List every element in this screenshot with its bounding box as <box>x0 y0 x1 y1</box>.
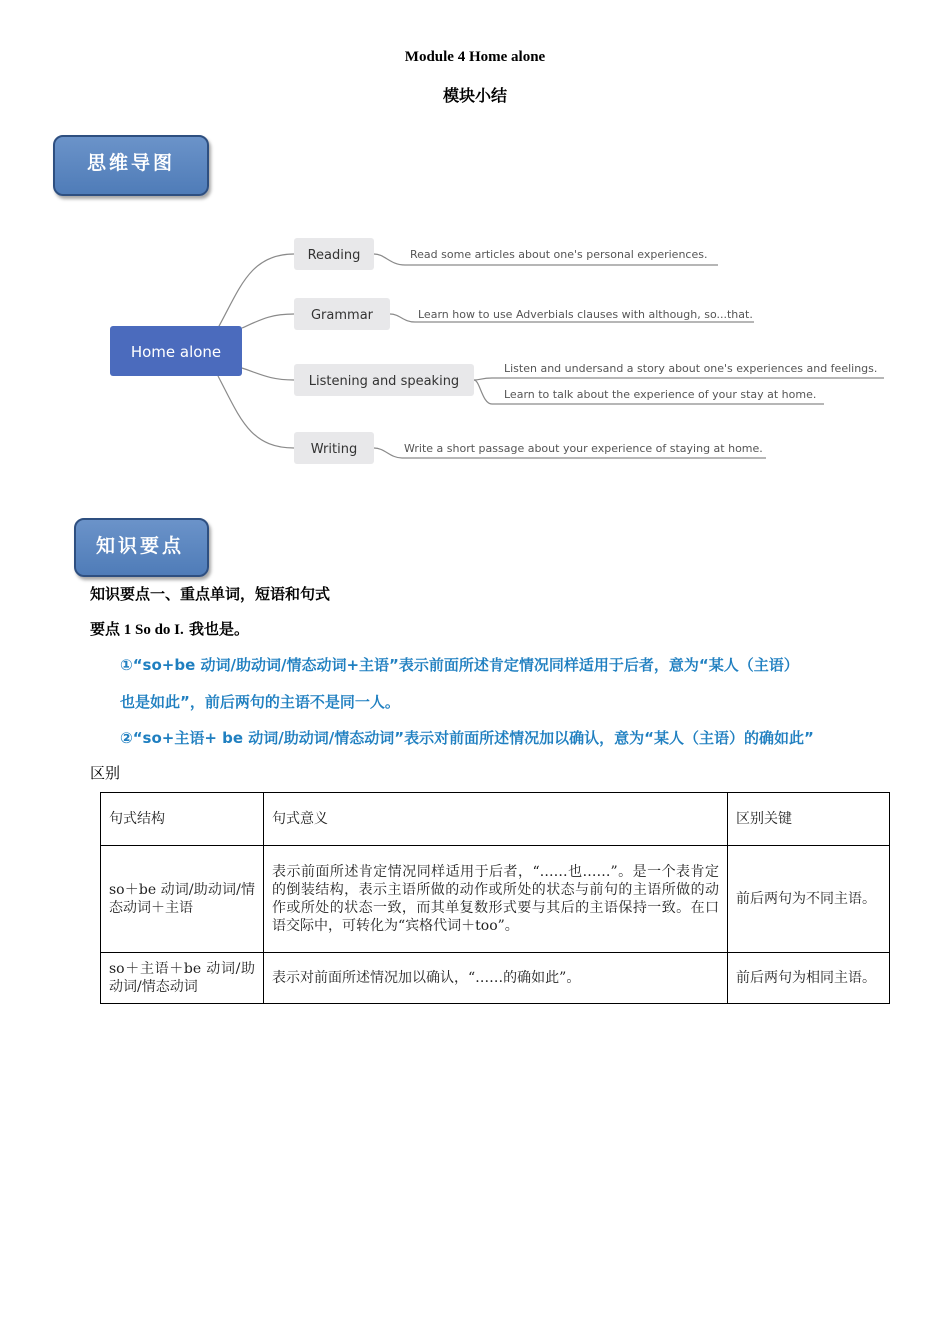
comparison-table <box>100 792 890 1004</box>
document-subtitle: 模块小结 <box>442 86 507 105</box>
root-node-label: Home alone <box>130 343 222 361</box>
note-line-listening-1 <box>474 378 884 380</box>
branch-label-listening: Listening and speaking <box>308 374 460 389</box>
point-heading <box>90 618 249 639</box>
section-heading: 知识要点一、重点单词，短语和句式 <box>90 585 331 603</box>
difference-label: 区别 <box>90 764 121 782</box>
table-cell: 表示对前面所述情况加以确认，“……的确如此”。 <box>264 953 728 1004</box>
rule-1-line-1: ①“so+be 动词/助动词/情态动词+主语”表示前面所述肯定情况同样适用于后者，意为“某人（主语） <box>120 656 799 674</box>
branch-label-grammar: Grammar <box>310 308 374 323</box>
table-row <box>101 953 890 1004</box>
table-cell: 表示前面所述肯定情况同样适用于后者，“……也……”。是一个表肯定的倒装结构，表示主语所做的动作或所处的状态与前句的主语所做的动作或所处的状态一致，而其单复数形式要与其后的主语保持一致。在口语交际中，可转化为“宾格代词＋too”。 <box>264 846 728 953</box>
knowledge-section-label: 知识要点 <box>74 518 209 577</box>
header-structure: 句式结构 <box>101 793 264 846</box>
note-listening-1: Listen and undersand a story about one's experiences and feelings. <box>504 362 878 375</box>
table-cell: so＋主语＋be 动词/助动词/情态动词 <box>101 953 264 1004</box>
rule-1-line-2: 也是如此”，前后两句的主语不是同一人。 <box>120 693 400 711</box>
mind-map <box>100 228 900 478</box>
note-grammar: Learn how to use Adverbials clauses with although, so...that. <box>418 308 753 321</box>
note-writing: Write a short passage about your experience of staying at home. <box>404 442 763 455</box>
connector-listening <box>242 368 294 380</box>
document-title: Module 4 Home alone <box>404 49 546 65</box>
branch-label-reading: Reading <box>307 248 361 263</box>
table-cell: 前后两句为相同主语。 <box>728 953 890 1004</box>
header-meaning: 句式意义 <box>264 793 728 846</box>
point-prefix: 要点 1 So do I. <box>90 622 184 638</box>
connector-reading <box>218 254 294 328</box>
note-listening-2: Learn to talk about the experience of your stay at home. <box>504 388 817 401</box>
table-cell: so＋be 动词/助动词/情态动词＋主语 <box>101 846 264 953</box>
table-header-row <box>101 793 890 846</box>
point-chinese: 我也是。 <box>183 620 250 638</box>
table-cell: 前后两句为不同主语。 <box>728 846 890 953</box>
rule-2: ②“so+主语+ be 动词/助动词/情态动词”表示对前面所述情况加以确认，意为“某人（主语）的确如此” <box>120 729 814 747</box>
connector-grammar <box>242 314 294 328</box>
branch-label-writing: Writing <box>310 442 358 457</box>
header-key: 区别关键 <box>728 793 890 846</box>
connector-writing <box>218 376 294 448</box>
note-reading: Read some articles about one's personal experiences. <box>410 248 708 261</box>
mindmap-section-label: 思维导图 <box>53 135 209 196</box>
table-row <box>101 846 890 953</box>
